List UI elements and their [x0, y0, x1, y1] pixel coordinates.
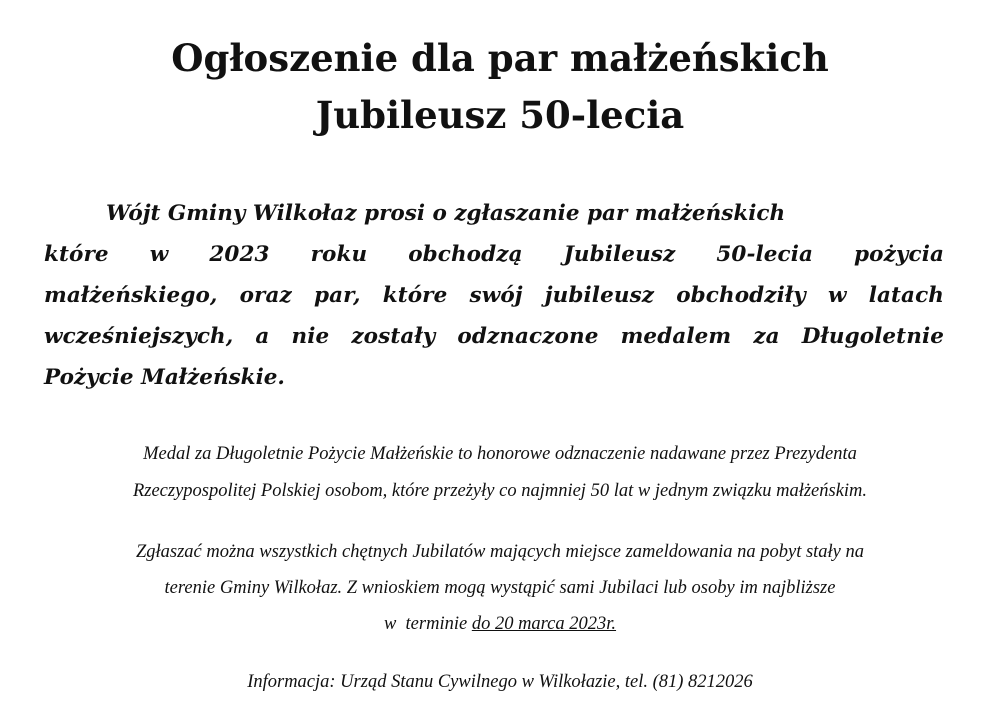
lead-line-2: które w 2023 roku obchodzą Jubileusz 50-lecia pożycia: [44, 242, 944, 267]
lead-paragraph: [44, 193, 944, 398]
deadline-prefix: w terminie: [383, 614, 468, 634]
medal-info-paragraph: [0, 436, 1000, 510]
title-line-1: Ogłoszenie dla par małżeńskich: [171, 36, 829, 80]
deadline-date: do 20 marca 2023r.: [471, 614, 617, 634]
contact-info: Informacja: Urząd Stanu Cywilnego w Wilkołazie, tel. (81) 8212026: [247, 672, 753, 692]
lead-line-4: wcześniejszych, a nie zostały odznaczone medalem za Długoletnie: [44, 324, 944, 349]
medal-info-line-2: Rzeczypospolitej Polskiej osobom, które przeżyły co najmniej 50 lat w jednym związku małżeńskim.: [132, 481, 868, 501]
lead-line-5: Pożycie Małżeńskie.: [44, 365, 285, 390]
submission-line-1: Zgłaszać można wszystkich chętnych Jubilatów mających miejsce zameldowania na pobyt stały na: [135, 542, 865, 562]
page-title: [0, 30, 1000, 144]
lead-line-3: małżeńskiego, oraz par, które swój jubileusz obchodziły w latach: [44, 283, 944, 308]
submission-paragraph: [0, 534, 1000, 642]
deadline-line: [0, 606, 1000, 642]
medal-info-line-1: Medal za Długoletnie Pożycie Małżeńskie to honorowe odznaczenie nadawane przez Prezydenta: [143, 444, 857, 464]
submission-line-2: terenie Gminy Wilkołaz. Z wnioskiem mogą wystąpić sami Jubilaci lub osoby im najbliższe: [164, 578, 836, 598]
lead-line-1: Wójt Gminy Wilkołaz prosi o zgłaszanie par małżeńskich: [106, 201, 786, 226]
title-line-2: Jubileusz 50-lecia: [315, 93, 685, 137]
